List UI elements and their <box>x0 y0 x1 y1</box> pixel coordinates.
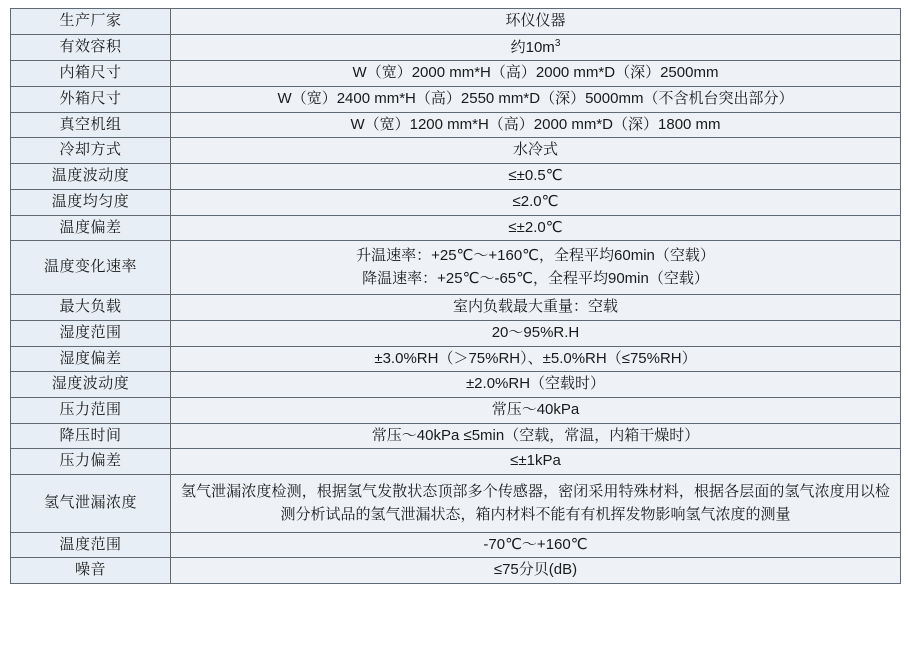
row-label: 有效容积 <box>11 34 171 61</box>
table-row <box>11 423 901 449</box>
table-row <box>11 138 901 164</box>
table-row <box>11 189 901 215</box>
table-row <box>11 320 901 346</box>
row-label: 噪音 <box>11 558 171 584</box>
row-value: 常压～40kPa <box>171 397 901 423</box>
table-row <box>11 295 901 321</box>
row-value: ±3.0%RH（＞75%RH）、±5.0%RH（≤75%RH） <box>171 346 901 372</box>
table-row <box>11 112 901 138</box>
table-row <box>11 215 901 241</box>
row-label: 湿度范围 <box>11 320 171 346</box>
row-value: ±2.0%RH（空载时） <box>171 372 901 398</box>
row-value: W（宽）2000 mm*H（高）2000 mm*D（深）2500mm <box>171 61 901 87</box>
table-row <box>11 87 901 113</box>
row-value: 室内负载最大重量：空载 <box>171 295 901 321</box>
row-value: 常压～40kPa ≤5min（空载，常温，内箱干燥时） <box>171 423 901 449</box>
table-row <box>11 475 901 533</box>
table-row <box>11 397 901 423</box>
row-label: 温度范围 <box>11 532 171 558</box>
table-row <box>11 9 901 35</box>
row-value: 20～95%R.H <box>171 320 901 346</box>
table-row <box>11 449 901 475</box>
row-label: 内箱尺寸 <box>11 61 171 87</box>
row-label: 湿度波动度 <box>11 372 171 398</box>
table-row <box>11 61 901 87</box>
table-row <box>11 558 901 584</box>
row-label: 压力偏差 <box>11 449 171 475</box>
row-value: 环仪仪器 <box>171 9 901 35</box>
row-value-text: 约10m <box>510 38 555 56</box>
row-label: 压力范围 <box>11 397 171 423</box>
row-value: 水冷式 <box>171 138 901 164</box>
table-row <box>11 34 901 61</box>
row-value: W（宽）2400 mm*H（高）2550 mm*D（深）5000mm（不含机台突出部分） <box>171 87 901 113</box>
row-label: 氢气泄漏浓度 <box>11 475 171 533</box>
row-label: 温度波动度 <box>11 164 171 190</box>
table-row <box>11 346 901 372</box>
row-label: 湿度偏差 <box>11 346 171 372</box>
row-value: ≤±1kPa <box>171 449 901 475</box>
row-value: ≤75分贝(dB) <box>171 558 901 584</box>
table-row <box>11 372 901 398</box>
row-value: W（宽）1200 mm*H（高）2000 mm*D（深）1800 mm <box>171 112 901 138</box>
row-value-line: 升温速率：+25℃～+160℃，全程平均60min（空载） <box>356 247 715 265</box>
row-value: ≤2.0℃ <box>171 189 901 215</box>
specification-table <box>10 8 901 584</box>
row-value: -70℃～+160℃ <box>171 532 901 558</box>
row-value: 氢气泄漏浓度检测，根据氢气发散状态顶部多个传感器，密闭采用特殊材料，根据各层面的氢气浓度用以检测分析试品的氢气泄漏状态，箱内材料不能有有机挥发物影响氢气浓度的测量 <box>171 475 901 533</box>
row-label: 外箱尺寸 <box>11 87 171 113</box>
row-label: 冷却方式 <box>11 138 171 164</box>
row-label: 温度均匀度 <box>11 189 171 215</box>
row-value-superscript: 3 <box>554 37 561 49</box>
row-label: 降压时间 <box>11 423 171 449</box>
row-label: 温度变化速率 <box>11 241 171 295</box>
table-row <box>11 532 901 558</box>
table-row <box>11 241 901 295</box>
row-label: 最大负载 <box>11 295 171 321</box>
row-label: 真空机组 <box>11 112 171 138</box>
row-value <box>171 241 901 295</box>
row-value: ≤±0.5℃ <box>171 164 901 190</box>
row-label: 温度偏差 <box>11 215 171 241</box>
row-value-line: 降温速率：+25℃～-65℃，全程平均90min（空载） <box>362 269 709 287</box>
row-value <box>171 34 901 61</box>
table-row <box>11 164 901 190</box>
row-value: ≤±2.0℃ <box>171 215 901 241</box>
row-label: 生产厂家 <box>11 9 171 35</box>
